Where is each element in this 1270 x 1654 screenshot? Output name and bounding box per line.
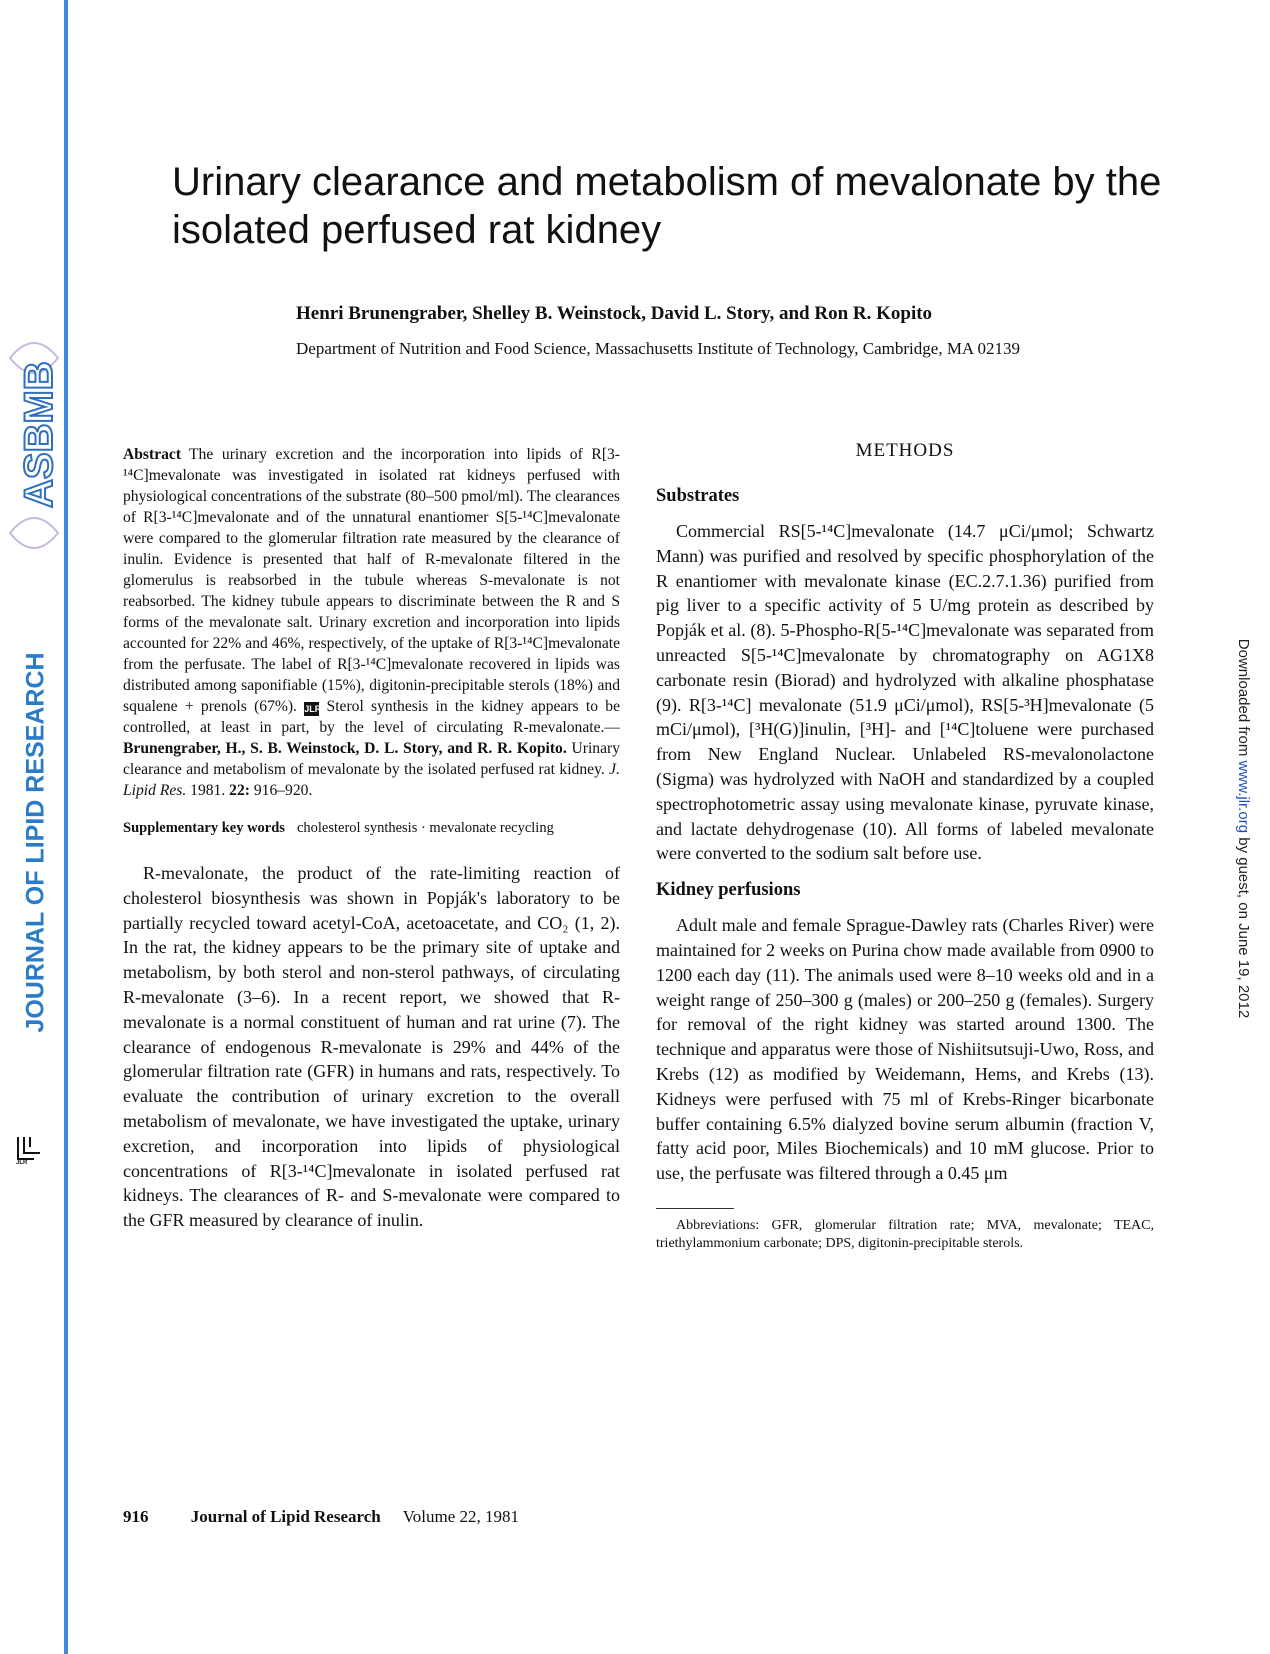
abstract-text: The urinary excretion and the incorporation into lipids of R[3-¹⁴C]mevalonate was investigated in isolated rat kidneys perfused with physiological concentrations of the substrate (80–500 pmol/ml). The clearances of R[3-¹⁴C]mevalonate and of the unnatural enantiomer S[5-¹⁴C]mevalonate were compared to the glomerular filtration rate measured by the clearance of inulin. Evidence is presented that half of R-mevalonate filtered in the glomerulus is reabsorbed in the tubule whereas S-mevalonate is not reabsorbed. The kidney tubule appears to discriminate between the R and S forms of the mevalonate salt. Urinary excretion and incorporation into lipids accounted for 22% and 46%, respectively, of the uptake of R[3-¹⁴C]mevalonate from the perfusate. The label of R[3-¹⁴C]mevalonate recovered in lipids was distributed among saponifiable (15%), digitonin-precipitable sterols (18%) and squalene + prenols (67%). [123,446,620,715]
keywords [123,819,620,837]
footer-volume: Volume 22, 1981 [402,1507,520,1526]
perfusion-heading: Kidney perfusions [656,880,801,901]
footer-journal: Journal of Lipid Research [190,1507,381,1526]
right-column [656,440,1154,1253]
citation-authors: Brunengraber, H., S. B. Weinstock, D. L. Story, and R. R. Kopito. [123,740,567,757]
substrates-heading: Substrates [656,486,740,506]
abbreviations-footnote: Abbreviations: GFR, glomerular filtration rate; MVA, mevalonate; TEAC, triethylammonium carbonate; DPS, digitonin-precipitable sterols. [656,1217,1154,1251]
citation-year: 1981. [190,782,226,799]
jlr-inline-icon: JLR [304,704,322,714]
perfusion-paragraph: Adult male and female Sprague-Dawley rats (Charles River) were maintained for 2 weeks on Purina chow made available from 0900 to 1200 each day (11). The animals used were 8–10 weeks old and in a weight range of 250–300 g (males) or 200–250 g (females). Surgery for removal of the right kidney was started around 1300. The technique and apparatus were those of Nishiitsutsuji-Uwo, Ross, and Krebs (12) as modified by Weidemann, Hems, and Krebs (13). Kidneys were perfused with 75 ml of Krebs-Ringer bicarbonate buffer containing 6.5% dialyzed bovine serum albumin (fraction V, fatty acid poor, Miles Biochemicals) and 10 mM glucose. Prior to use, the perfusate was filtered through a 0.45 μm [656,915,1154,1184]
citation-journal: J. Lipid Res. [123,761,620,799]
article-title: Urinary clearance and metabolism of mevalonate by the isolated perfused rat kidney [172,160,1162,252]
left-margin-rule [64,0,68,1654]
article-affiliation: Department of Nutrition and Food Science, Massachusetts Institute of Technology, Cambridge, MA 02139 [296,339,1021,358]
jlr-logo-text: JLR [16,1160,28,1165]
jlr-website-link[interactable]: www.jlr.org [1235,760,1253,833]
intro-paragraph: R-mevalonate, the product of the rate-limiting reaction of cholesterol biosynthesis was shown in Popják's laboratory to be partially recycled toward acetyl-CoA, acetoacetate, and CO₂ (1, 2). In the rat, the kidney appears to be the primary site of uptake and metabolism, by both sterol and non-sterol pathways, of circulating R-mevalonate (3–6). In a recent report, we showed that R-mevalonate is a normal constituent of human and rat urine (7). The clearance of endogenous R-mevalonate is 29% and 44% of the glomerular filtration rate (GFR) in humans and rats, respectively. To evaluate the contribution of urinary excretion to the overall metabolism of mevalonate, we have investigated the uptake, urinary excretion, and incorporation into lipids of physiological concentrations of R[3-¹⁴C]mevalonate in isolated perfused rat kidneys. The clearances of R- and S-mevalonate were compared to the GFR measured by clearance of inulin. [123,863,620,1231]
keywords-label: Supplementary key words [123,820,285,836]
article-authors: Henri Brunengraber, Shelley B. Weinstock, David L. Story, and Ron R. Kopito [296,303,933,324]
asbmb-logo [6,318,62,563]
download-notice [1232,618,1256,1038]
citation-title: Urinary clearance and metabolism of mevalonate by the isolated perfused rat kidney. [123,740,620,778]
abstract-label: Abstract [123,446,182,463]
abstract-text-cont: Sterol synthesis in the kidney appears to be controlled, at least in part, by the level of circulating R-mevalonate.— [123,698,620,736]
asbmb-logo-text: ASBMB [17,361,61,508]
citation-pages: 916–920. [253,782,313,799]
page-footer [123,1507,519,1527]
download-notice-suffix: by guest, on June 19, 2012 [1235,836,1253,1018]
methods-heading: METHODS [855,440,955,461]
abstract [123,444,620,801]
keywords-text: cholesterol synthesis · mevalonate recycling [296,820,554,836]
left-column [123,444,620,1233]
footnote-rule [656,1208,734,1209]
download-notice-prefix: Downloaded from [1235,638,1253,756]
substrates-paragraph: Commercial RS[5-¹⁴C]mevalonate (14.7 μCi/μmol; Schwartz Mann) was purified and resolved by specific phosphorylation of the R enantiomer with mevalonate kinase (EC.2.7.1.36) purified from pig liver to a specific activity of 5 U/mg protein as described by Popják et al. (8). 5-Phospho-R[5-¹⁴C]mevalonate was separated from unreacted S[5-¹⁴C]mevalonate by chromatography on AG1X8 carbonate resin (Biorad) and hydrolyzed with alkaline phosphatase (9). R[3-¹⁴C] mevalonate (51.9 μCi/μmol), RS[5-³H]mevalonate (5 mCi/μmol), [³H(G)]inulin, [³H]- and [¹⁴C]toluene were purchased from New England Nuclear. Unlabeled RS-mevalonolactone (Sigma) was hydrolyzed with NaOH and standardized by a coupled spectrophotometric assay using mevalonate kinase, pyruvate kinase, and lactate dehydrogenase (10). All forms of labeled mevalonate were converted to the sodium salt before use. [656,521,1154,864]
jlr-logo-icon [14,1135,44,1165]
citation-volume: 22: [229,782,250,799]
page-number: 916 [123,1507,149,1526]
journal-name-vertical [22,652,50,1032]
journal-name-vertical-text: JOURNAL OF LIPID RESEARCH [21,651,50,1033]
